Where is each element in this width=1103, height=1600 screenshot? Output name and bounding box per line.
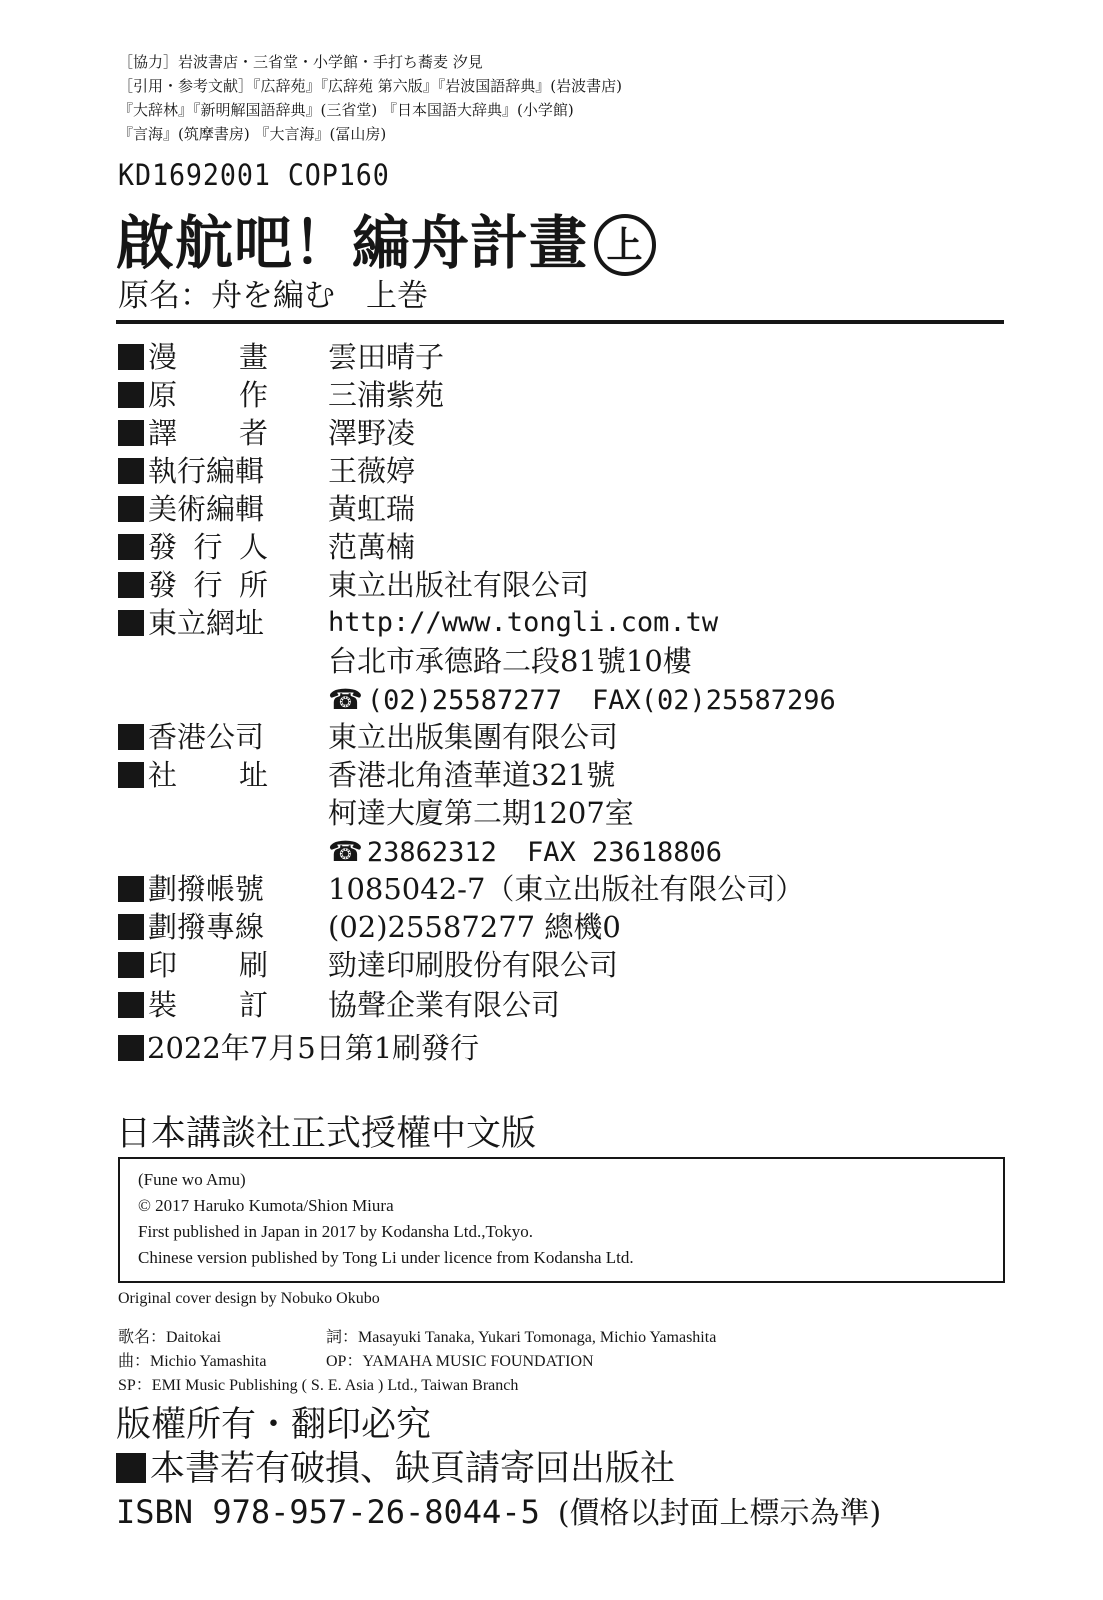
taipei-phone-line [328,680,836,718]
hk-address1: 香港北角渣華道321號 [328,758,616,792]
original-title: 原名：舟を編む 上巻 [118,278,428,314]
staff-value: 勁達印刷股份有限公司 [328,948,619,982]
taipei-address: 台北市承德路二段81號10樓 [328,644,692,678]
square-bullet-icon [118,952,144,978]
song-lyrics: 詞：Masayuki Tanaka, Yukari Tomonaga, Michio Yamashita [326,1329,717,1346]
price-note: (價格以封面上標示為準) [557,1496,882,1531]
hk-address2: 柯達大廈第二期1207室 [328,796,634,830]
staff-label: 東立網址 [148,606,265,640]
credits-line: ［協力］岩波書店・三省堂・小学館・手打ち蕎麦 汐見 [118,53,483,71]
song-music: 曲：Michio Yamashita [118,1353,267,1370]
title-main: 啟航吧！編舟計畫 [116,209,589,277]
staff-row-translator [118,414,416,452]
hk-phone: 23862312 [366,837,497,868]
credits-line: 『言海』(筑摩書房) 『大言海』(冨山房) [118,125,387,143]
credits-block [118,50,622,146]
copyright-line: Chinese version published by Tong Li under licence from Kodansha Ltd. [138,1248,634,1267]
square-bullet-icon [118,382,144,408]
hk-fax: FAX 23618806 [526,837,723,868]
square-bullet-icon [118,914,144,940]
staff-label: 發 行 所 [148,568,268,602]
staff-value: 1085042-7（東立出版社有限公司） [328,872,805,906]
staff-label: 香港公司 [148,720,265,754]
staff-row-art-editor [118,490,416,528]
staff-row-binding [118,986,561,1024]
book-title [116,196,656,280]
title-divider [116,320,1004,324]
staff-label: 社 址 [148,758,268,792]
staff-value: 雲田晴子 [328,340,445,374]
volume-circle: 上 [594,214,656,276]
staff-label: 劃撥專線 [148,910,265,944]
telephone-icon: ☎ [328,683,363,716]
publish-date-text: 2022年7月5日第1刷發行 [147,1031,480,1065]
staff-label: 原 作 [148,378,268,412]
isbn-line [116,1488,881,1532]
staff-label: 譯 者 [148,416,268,450]
square-bullet-icon [118,534,144,560]
hk-address-row [118,756,616,794]
staff-value: 王薇婷 [328,454,416,488]
staff-row-publisher [118,528,416,566]
staff-row-manga [118,338,445,376]
cover-design-credit: Original cover design by Nobuko Okubo [118,1290,380,1307]
copyright-line: © 2017 Haruko Kumota/Shion Miura [138,1196,394,1215]
square-bullet-icon [118,876,144,902]
staff-row-original [118,376,445,414]
hk-company: 東立出版集團有限公司 [328,720,619,754]
damage-notice [116,1441,675,1491]
rights-reserved: 版權所有・翻印必究 [116,1405,432,1445]
staff-row-hotline [118,908,621,946]
song-name: 歌名：Daitokai [118,1329,222,1346]
staff-label: 美術編輯 [148,492,265,526]
staff-value: 東立出版社有限公司 [328,568,590,602]
staff-row-printing [118,946,619,984]
square-bullet-icon [118,762,144,788]
authorized-edition: 日本講談社正式授權中文版 [116,1114,537,1154]
square-bullet-icon [116,1453,146,1483]
square-bullet-icon [118,992,144,1018]
staff-value: 協聲企業有限公司 [328,988,561,1022]
telephone-icon: ☎ [328,835,363,868]
staff-value: 黃虹瑞 [328,492,416,526]
taipei-phone: (02)25587277 [366,685,562,716]
damage-notice-text: 本書若有破損、缺頁請寄回出版社 [150,1449,676,1489]
staff-row-website [118,604,719,642]
website-link[interactable]: http://www.tongli.com.tw [328,607,719,638]
staff-row-publishing-house [118,566,590,604]
square-bullet-icon [118,344,144,370]
staff-label: 執行編輯 [148,454,265,488]
song-op: OP：YAMAHA MUSIC FOUNDATION [326,1353,594,1370]
staff-value: 澤野凌 [328,416,416,450]
product-code: KD1692001 COP160 [118,158,390,192]
staff-row-account [118,870,805,908]
hk-company-row [118,718,619,756]
square-bullet-icon [118,420,144,446]
staff-value: 三浦紫苑 [328,378,445,412]
square-bullet-icon [118,1035,144,1061]
credits-line: 『大辞林』『新明解国語辞典』(三省堂) 『日本国語大辞典』(小学館) [118,101,574,119]
copyright-line: (Fune wo Amu) [138,1170,246,1189]
publish-date [118,1026,479,1067]
staff-row-exec-editor [118,452,416,490]
square-bullet-icon [118,458,144,484]
copyright-box [118,1157,1005,1283]
staff-label: 印 刷 [148,948,268,982]
hk-phone-line [328,832,722,870]
credits-line: ［引用・参考文献］『広辞苑』『広辞苑 第六版』『岩波国語辞典』(岩波書店) [118,77,622,95]
taipei-fax: FAX(02)25587296 [591,685,836,716]
copyright-line: First published in Japan in 2017 by Kodansha Ltd.,Tokyo. [138,1222,533,1241]
staff-label: 裝 訂 [148,988,268,1022]
square-bullet-icon [118,610,144,636]
square-bullet-icon [118,572,144,598]
song-sp: SP：EMI Music Publishing ( S. E. Asia ) Ltd., Taiwan Branch [118,1377,519,1394]
staff-label: 發 行 人 [148,530,268,564]
staff-label: 劃撥帳號 [148,872,265,906]
square-bullet-icon [118,724,144,750]
isbn-number: ISBN 978-957-26-8044-5 [116,1493,540,1531]
staff-value: 范萬楠 [328,530,416,564]
staff-label: 漫 畫 [148,340,268,374]
square-bullet-icon [118,496,144,522]
staff-value: (02)25587277 總機0 [328,910,621,944]
